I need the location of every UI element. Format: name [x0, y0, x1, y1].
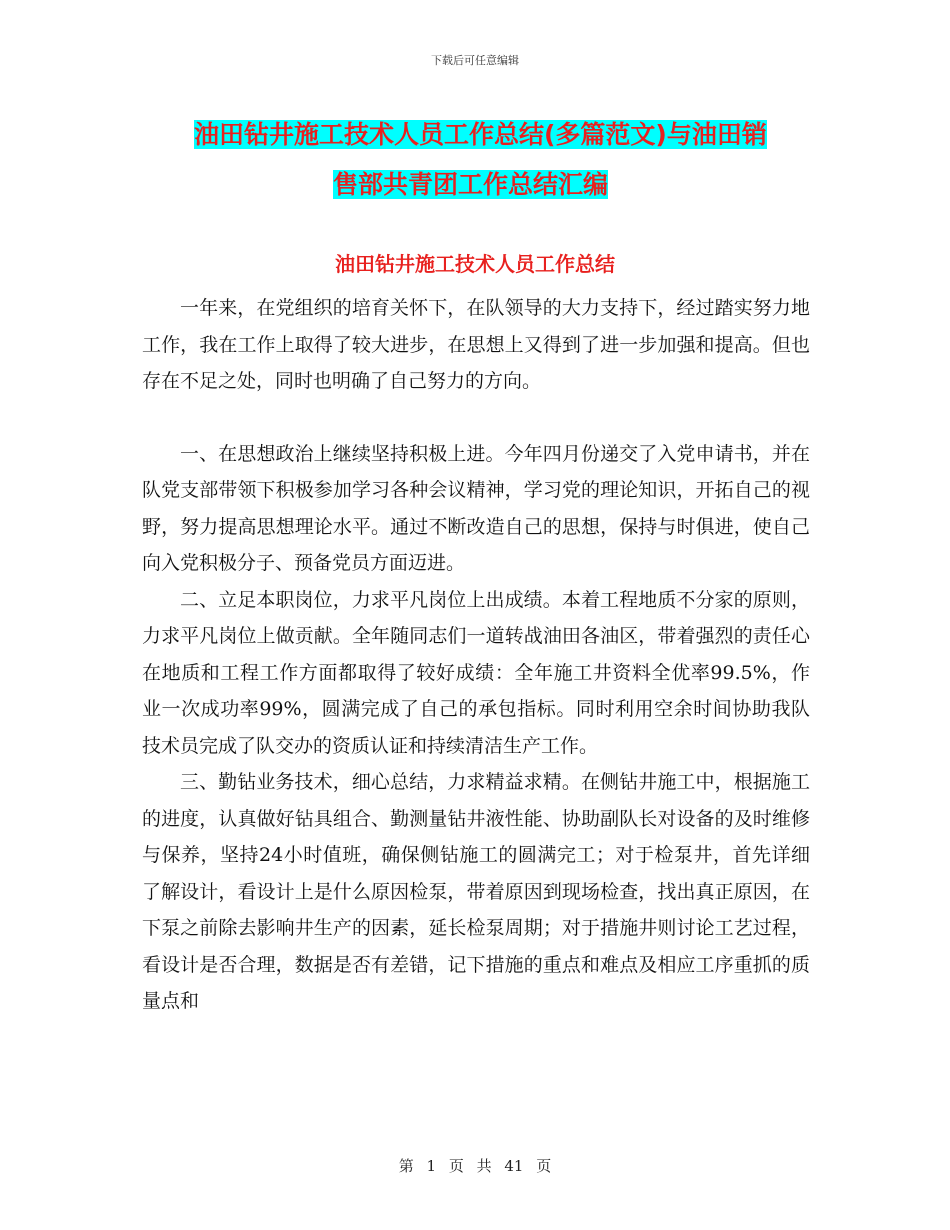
- document-title: [140, 110, 820, 210]
- page-number: 第 1 页 共 41 页: [398, 1157, 552, 1175]
- document-title-line-2: [140, 160, 820, 210]
- title-highlight-2: 售部共青团工作总结汇编: [333, 170, 609, 199]
- document-title-line-1: [140, 110, 820, 160]
- paragraph-1: 一、在思想政治上继续坚持积极上进。今年四月份递交了入党申请书，并在队党支部带领下积极参加学习各种会议精神，学习党的理论知识，开拓自己的视野，努力提高思想理论水平。通过不断改造自己的思想，保持与时俱进，使自己向入党积极分子、预备党员方面迈进。: [142, 442, 810, 574]
- section-title: 油田钻井施工技术人员工作总结: [335, 252, 615, 276]
- paragraph-2: 二、立足本职岗位，力求平凡岗位上出成绩。本着工程地质不分家的原则，力求平凡岗位上做贡献。全年随同志们一道转战油田各油区，带着强烈的责任心在地质和工程工作方面都取得了较好成绩：全年施工井资料全优率99.5%，作业一次成功率99%，圆满完成了自己的承包指标。同时利用空余时间协助我队技术员完成了队交办的资质认证和持续清洁生产工作。: [142, 588, 810, 757]
- header-note: 下载后可任意编辑: [431, 54, 519, 67]
- document-body: [142, 290, 810, 1020]
- paragraph-intro: 一年来，在党组织的培育关怀下，在队领导的大力支持下，经过踏实努力地工作，我在工作上取得了较大进步，在思想上又得到了进一步加强和提高。但也存在不足之处，同时也明确了自己努力的方向。: [142, 297, 810, 392]
- paragraph-3: 三、勤钻业务技术，细心总结，力求精益求精。在侧钻井施工中，根据施工的进度，认真做好钻具组合、勤测量钻井液性能、协助副队长对设备的及时维修与保养，坚持24小时值班，确保侧钻施工的圆满完工；对于检泵井，首先详细了解设计，看设计上是什么原因检泵，带着原因到现场检查，找出真正原因，在下泵之前除去影响井生产的因素，延长检泵周期；对于措施井则讨论工艺过程，看设计是否合理，数据是否有差错，记下措施的重点和难点及相应工序重抓的质量点和: [142, 771, 810, 1012]
- title-highlight-1: 油田钻井施工技术人员工作总结(多篇范文)与油田销: [194, 120, 767, 149]
